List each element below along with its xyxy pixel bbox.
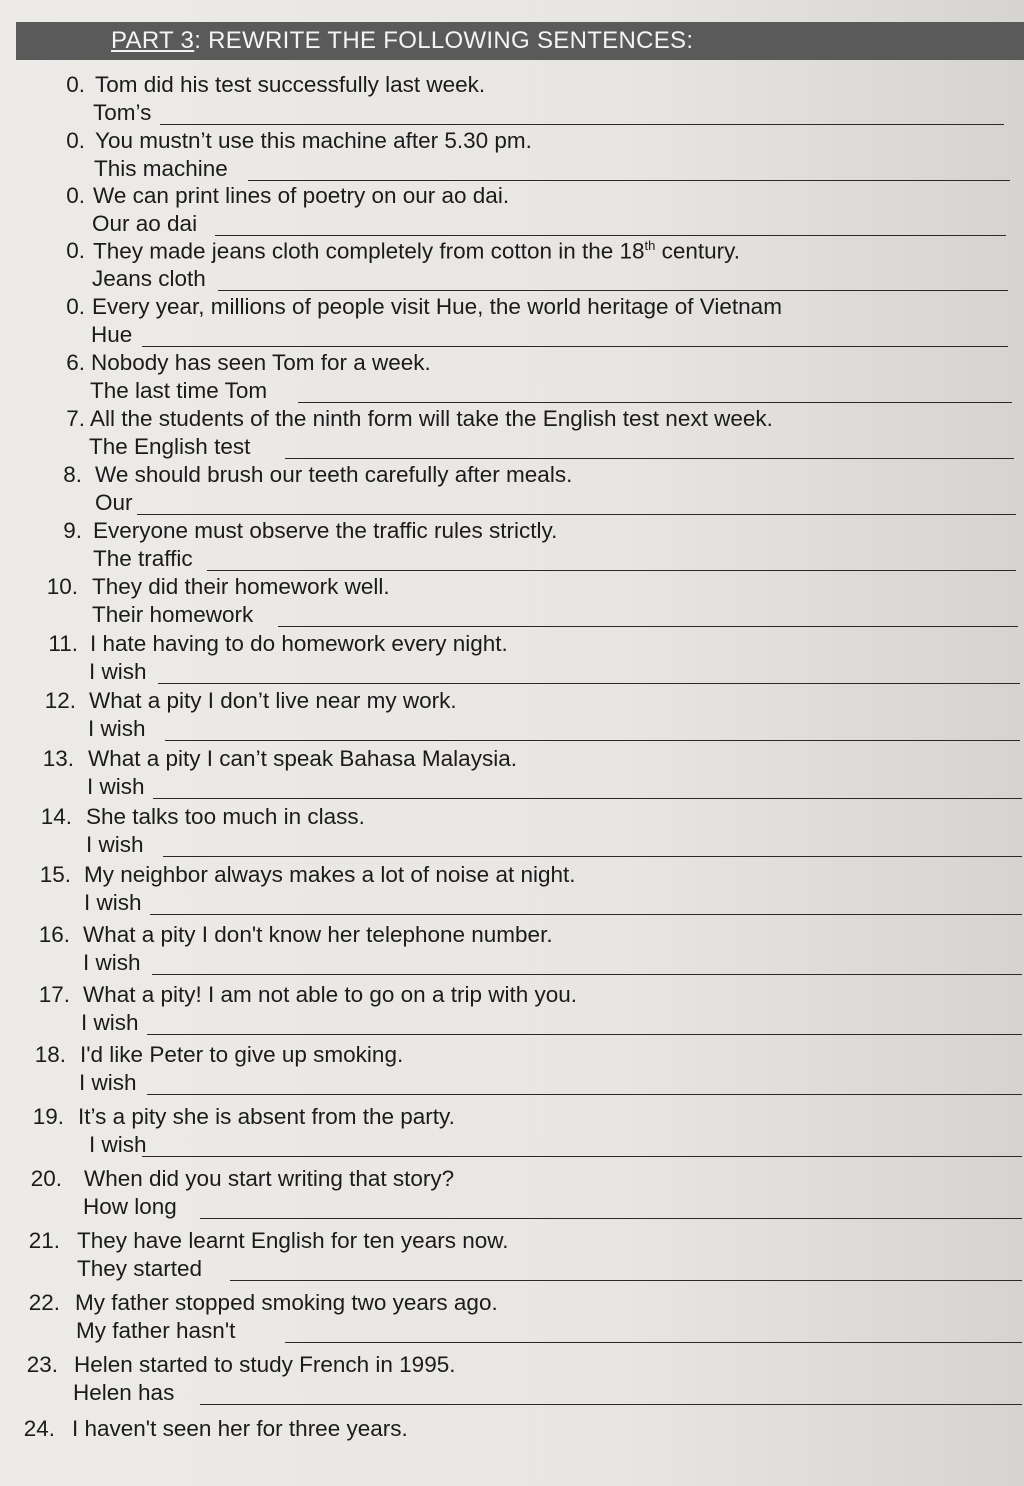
rewrite-prompt: I wish (86, 832, 144, 857)
rewrite-prompt: I wish (88, 716, 146, 741)
sentence-text: We can print lines of poetry on our ao dai. (93, 183, 510, 208)
original-sentence (84, 862, 576, 888)
exercise-item (0, 1228, 1024, 1288)
sentence-text: It’s a pity she is absent from the party. (78, 1104, 455, 1129)
exercise-item (0, 688, 1024, 748)
exercise-item (0, 72, 1024, 132)
item-number: 21. (28, 1228, 60, 1253)
original-sentence (83, 982, 577, 1008)
original-sentence (80, 1042, 403, 1068)
answer-line[interactable] (142, 346, 1008, 347)
answer-line[interactable] (153, 798, 1022, 799)
rewrite-prompt: The traffic (93, 546, 193, 571)
original-sentence (93, 238, 740, 265)
item-number: 23. (26, 1352, 58, 1377)
answer-line[interactable] (218, 290, 1008, 291)
original-sentence (95, 128, 532, 154)
rewrite-prompt: My father hasn't (76, 1318, 236, 1343)
original-sentence (95, 72, 485, 98)
sentence-text: My father stopped smoking two years ago. (75, 1290, 498, 1315)
original-sentence (95, 462, 572, 488)
exercise-item (0, 128, 1024, 188)
rewrite-prompt: I wish (83, 950, 141, 975)
rewrite-prompt: How long (83, 1194, 177, 1219)
part-title: : REWRITE THE FOLLOWING SENTENCES: (194, 27, 694, 54)
original-sentence (92, 574, 390, 600)
answer-line[interactable] (142, 1156, 1022, 1157)
rewrite-prompt: Hue (91, 322, 133, 347)
rewrite-prompt: Helen has (73, 1380, 175, 1405)
sentence-text: I hate having to do homework every night. (90, 631, 508, 656)
item-number: 0. (66, 238, 85, 263)
sentence-text: Every year, millions of people visit Hue, the world heritage of Vietnam (92, 294, 782, 319)
part-label: PART 3 (111, 27, 195, 54)
answer-line[interactable] (150, 914, 1022, 915)
exercise-item (0, 1290, 1024, 1350)
exercise-item (0, 1104, 1024, 1164)
section-title (111, 27, 693, 55)
item-number: 7. (66, 406, 85, 431)
sentence-text: She talks too much in class. (86, 804, 365, 829)
item-number: 15. (39, 862, 71, 887)
original-sentence (86, 804, 365, 830)
answer-line[interactable] (207, 570, 1016, 571)
original-sentence (91, 350, 431, 376)
item-number: 12. (44, 688, 76, 713)
answer-line[interactable] (215, 235, 1006, 236)
item-number: 18. (34, 1042, 66, 1067)
item-number: 24. (23, 1416, 55, 1441)
sentence-text: My neighbor always makes a lot of noise at night. (84, 862, 576, 887)
answer-line[interactable] (158, 683, 1020, 684)
rewrite-prompt: I wish (89, 1132, 147, 1157)
sentence-text: They have learnt English for ten years now. (77, 1228, 509, 1253)
rewrite-prompt: I wish (87, 774, 145, 799)
rewrite-prompt: I wish (84, 890, 142, 915)
section-header (16, 22, 1024, 60)
sentence-text: All the students of the ninth form will take the English test next week. (90, 406, 773, 431)
item-number: 9. (63, 518, 82, 543)
answer-line[interactable] (137, 514, 1016, 515)
exercise-item (0, 862, 1024, 922)
answer-line[interactable] (278, 626, 1018, 627)
item-number: 8. (63, 462, 82, 487)
exercise-item (0, 1166, 1024, 1226)
rewrite-prompt: This machine (94, 156, 228, 181)
item-number: 10. (46, 574, 78, 599)
exercise-item (0, 574, 1024, 634)
item-number: 0. (66, 72, 85, 97)
exercise-item (0, 238, 1024, 298)
sentence-tail: century. (655, 238, 741, 264)
exercise-item (0, 1416, 1024, 1476)
exercise-item (0, 1352, 1024, 1412)
original-sentence (75, 1290, 498, 1316)
item-number: 16. (38, 922, 70, 947)
answer-line[interactable] (285, 458, 1014, 459)
answer-line[interactable] (230, 1280, 1022, 1281)
answer-line[interactable] (163, 856, 1022, 857)
ordinal-suffix: th (644, 238, 656, 253)
item-number: 19. (32, 1104, 64, 1129)
answer-line[interactable] (147, 1034, 1022, 1035)
item-number: 6. (66, 350, 85, 375)
rewrite-prompt: I wish (81, 1010, 139, 1035)
rewrite-prompt: Our ao dai (92, 211, 198, 236)
sentence-text: I'd like Peter to give up smoking. (80, 1042, 404, 1067)
rewrite-prompt: Our (95, 490, 133, 515)
sentence-text: They did their homework well. (92, 574, 390, 599)
rewrite-prompt: I wish (89, 659, 147, 684)
original-sentence (77, 1228, 509, 1254)
item-number: 0. (66, 294, 85, 319)
rewrite-prompt: The English test (89, 434, 251, 459)
answer-line[interactable] (200, 1218, 1022, 1219)
original-sentence (74, 1352, 455, 1378)
original-sentence (89, 688, 457, 714)
item-number: 14. (40, 804, 72, 829)
rewrite-prompt: Their homework (92, 602, 254, 627)
original-sentence (93, 183, 509, 209)
sentence-text: What a pity I don't know her telephone number. (83, 922, 553, 947)
sentence-text: When did you start writing that story? (84, 1166, 455, 1191)
original-sentence (93, 518, 557, 544)
answer-line[interactable] (152, 974, 1022, 975)
sentence-text: What a pity! I am not able to go on a trip with you. (83, 982, 578, 1007)
sentence-text: Helen started to study French in 1995. (74, 1352, 456, 1377)
answer-line[interactable] (147, 1094, 1022, 1095)
sentence-text: Everyone must observe the traffic rules strictly. (93, 518, 558, 543)
original-sentence (72, 1416, 408, 1442)
item-number: 0. (66, 183, 85, 208)
sentence-text: I haven't seen her for three years. (72, 1416, 408, 1441)
item-number: 17. (38, 982, 70, 1007)
exercise-item (0, 183, 1024, 243)
original-sentence (84, 1166, 454, 1192)
original-sentence (92, 294, 782, 320)
exercise-item (0, 982, 1024, 1042)
exercise-item (0, 804, 1024, 864)
sentence-text: What a pity I can’t speak Bahasa Malaysia. (88, 746, 517, 771)
rewrite-prompt: The last time Tom (90, 378, 268, 403)
answer-line[interactable] (298, 402, 1012, 403)
answer-line[interactable] (165, 740, 1020, 741)
item-number: 22. (28, 1290, 60, 1315)
rewrite-prompt: Jeans cloth (92, 266, 206, 291)
exercise-item (0, 746, 1024, 806)
exercise-item (0, 294, 1024, 354)
rewrite-prompt: I wish (79, 1070, 137, 1095)
item-number: 13. (42, 746, 74, 771)
answer-line[interactable] (248, 180, 1010, 181)
sentence-text: What a pity I don’t live near my work. (89, 688, 457, 713)
answer-line[interactable] (285, 1342, 1022, 1343)
rewrite-prompt: Tom’s (93, 100, 152, 125)
answer-line[interactable] (160, 124, 1004, 125)
exercise-item (0, 922, 1024, 982)
original-sentence (88, 746, 517, 772)
original-sentence (90, 631, 508, 657)
rewrite-prompt: They started (77, 1256, 203, 1281)
original-sentence (83, 922, 553, 948)
item-number: 20. (30, 1166, 62, 1191)
sentence-text: Tom did his test successfully last week. (95, 72, 486, 97)
item-number: 11. (48, 631, 78, 656)
sentence-text: We should brush our teeth carefully after meals. (95, 462, 573, 487)
item-number: 0. (66, 128, 85, 153)
exercise-item (0, 631, 1024, 691)
answer-line[interactable] (200, 1404, 1022, 1405)
sentence-text: You mustn’t use this machine after 5.30 pm. (95, 128, 532, 153)
exercise-item (0, 518, 1024, 578)
exercise-item (0, 406, 1024, 466)
exercise-item (0, 350, 1024, 410)
original-sentence (90, 406, 773, 432)
sentence-text: They made jeans cloth completely from cotton in the 18 (93, 238, 645, 264)
sentence-text: Nobody has seen Tom for a week. (91, 350, 431, 375)
exercise-item (0, 462, 1024, 522)
original-sentence (78, 1104, 455, 1130)
exercise-item (0, 1042, 1024, 1102)
